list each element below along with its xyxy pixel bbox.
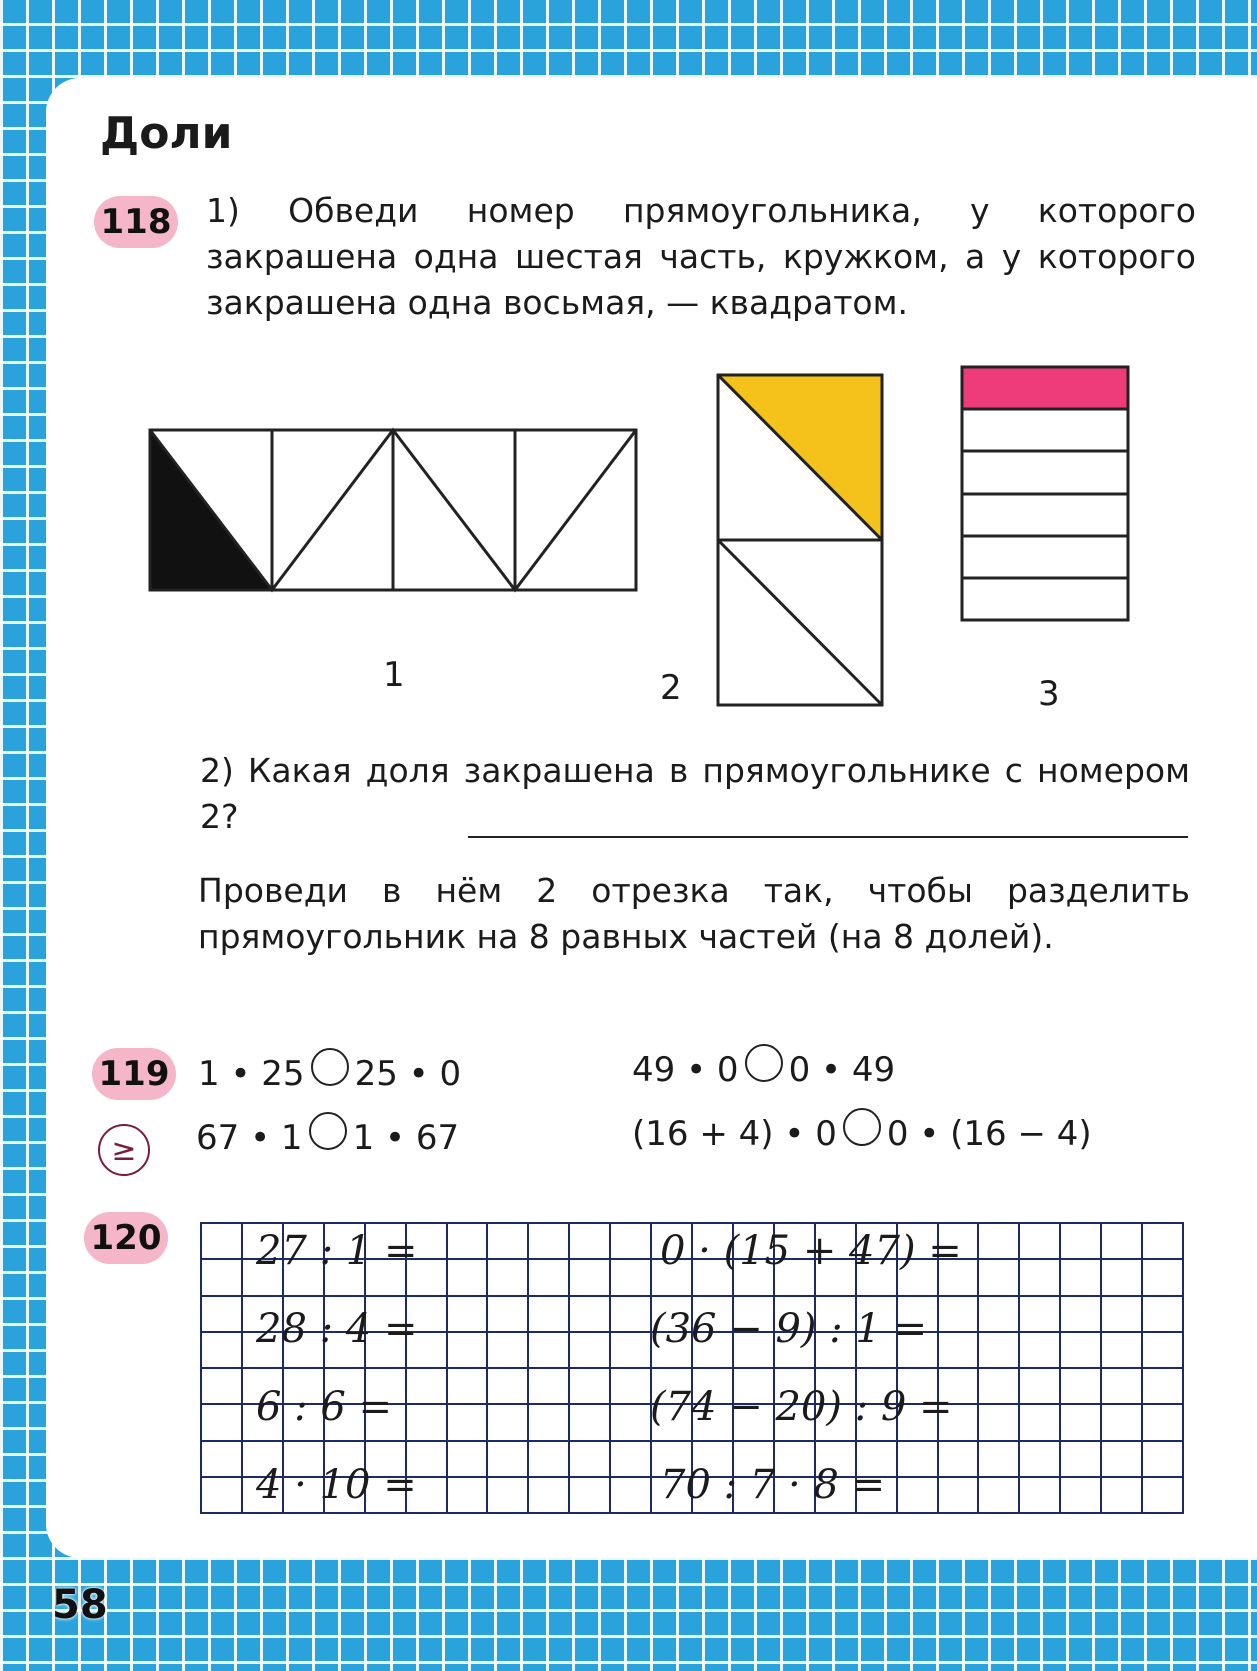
- expr-right: 0 • 49: [788, 1050, 896, 1090]
- task-120-badge: 120: [84, 1212, 168, 1264]
- task-120-right-1: 0 · (15 + 47) =: [660, 1228, 962, 1274]
- page-number: 58: [52, 1582, 108, 1628]
- compare-circle[interactable]: [311, 1048, 349, 1086]
- task-118-part1-text: 1) Обведи номер прямоугольника, у которого закрашена одна шестая часть, кружком, а у которого закрашена одна восьмая, — квадратом.: [206, 191, 1196, 322]
- figure-2-label: 2: [660, 668, 682, 708]
- task-120-left-1: 27 : 1 =: [256, 1228, 418, 1274]
- expr-left: (16 + 4) • 0: [632, 1114, 837, 1154]
- task-120-right-2: (36 − 9) : 1 =: [650, 1306, 928, 1352]
- task-118-part2-instruction: Проведи в нём 2 отрезка так, чтобы разделить прямоугольник на 8 равных частей (на 8 долей).: [198, 871, 1190, 956]
- expr-right: 25 • 0: [354, 1054, 462, 1094]
- compare-circle[interactable]: [745, 1044, 783, 1082]
- task-120-right-3: (74 − 20) : 9 =: [650, 1384, 953, 1430]
- task-119-badge: 119: [92, 1048, 176, 1100]
- expr-left: 49 • 0: [632, 1050, 739, 1090]
- task-118-badge: 118: [94, 196, 178, 248]
- figure-3-shaded-strip: [962, 367, 1128, 409]
- figure-2[interactable]: [718, 375, 882, 705]
- compare-row-1-right: [632, 1044, 895, 1096]
- task-120-left-3: 6 : 6 =: [256, 1384, 393, 1430]
- figure-3[interactable]: [962, 367, 1128, 620]
- expr-right: 0 • (16 − 4): [886, 1114, 1092, 1154]
- geq-leq-icon: ≥: [98, 1124, 150, 1176]
- task-118-figures: [0, 0, 1257, 760]
- compare-row-2-left: [196, 1112, 459, 1164]
- answer-line[interactable]: [468, 836, 1188, 838]
- compare-row-2-right: [632, 1108, 1092, 1160]
- compare-circle[interactable]: [309, 1112, 347, 1150]
- task-120-left-4: 4 · 10 =: [256, 1462, 417, 1508]
- expr-left: 67 • 1: [196, 1118, 303, 1158]
- page-title: Доли: [100, 108, 233, 159]
- expr-left: 1 • 25: [198, 1054, 305, 1094]
- expr-right: 1 • 67: [352, 1118, 460, 1158]
- task-120-right-4: 70 : 7 · 8 =: [660, 1462, 886, 1508]
- compare-row-1-left: [198, 1048, 461, 1100]
- figure-1-label: 1: [383, 655, 405, 695]
- task-120-left-2: 28 : 4 =: [256, 1306, 418, 1352]
- figure-3-label: 3: [1038, 674, 1060, 714]
- figure-1[interactable]: [150, 430, 636, 590]
- compare-circle[interactable]: [843, 1108, 881, 1146]
- task-118-part2-question: 2) Какая доля закрашена в прямоугольнике с номером 2?: [200, 751, 1190, 836]
